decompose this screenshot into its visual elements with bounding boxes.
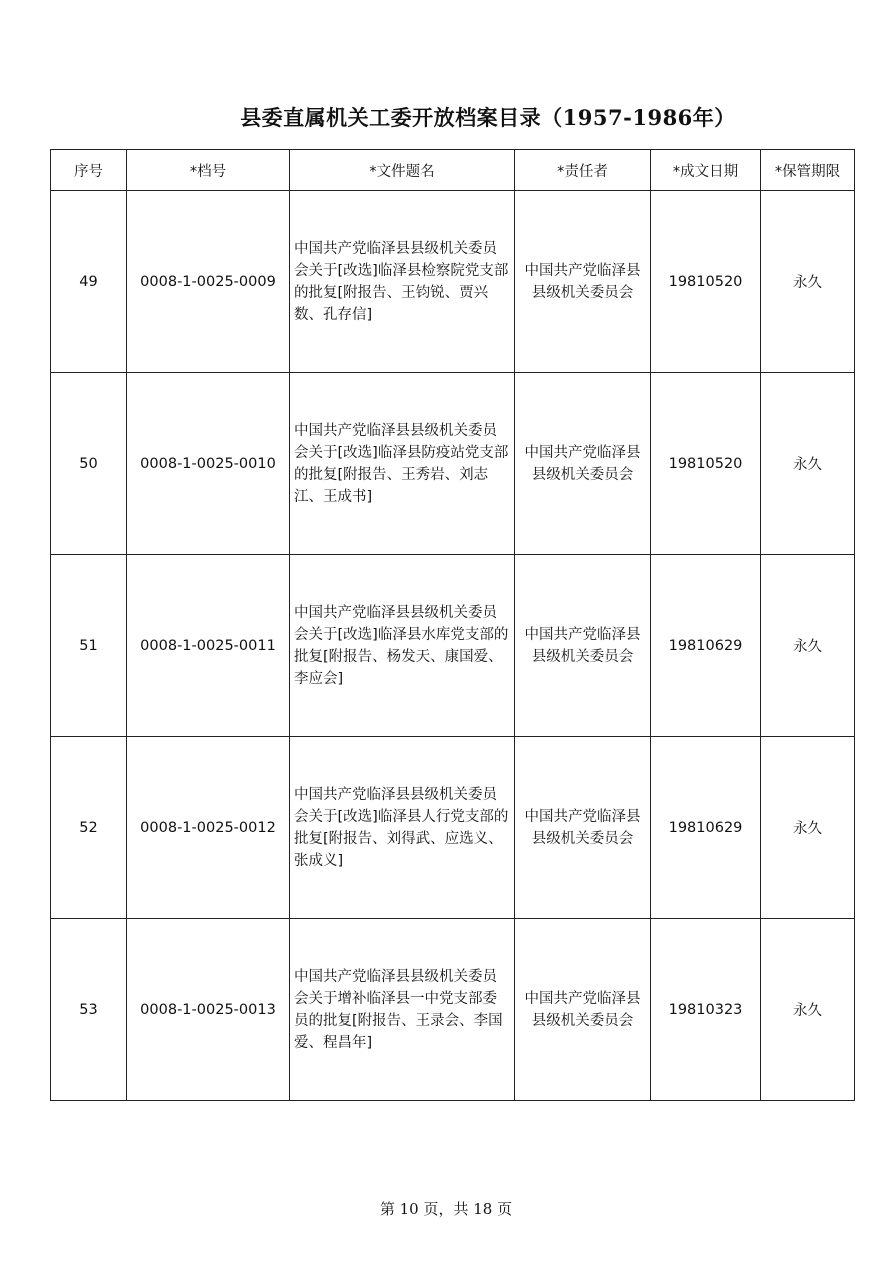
cell-doc-title: 中国共产党临泽县县级机关委员会关于[改选]临泽县水库党支部的批复[附报告、杨发天、康国爱、李应会] [290, 555, 515, 737]
cell-retention: 永久 [761, 919, 855, 1101]
cell-responsible: 中国共产党临泽县县级机关委员会 [515, 737, 651, 919]
cell-retention: 永久 [761, 191, 855, 373]
cell-retention: 永久 [761, 373, 855, 555]
cell-doc-title: 中国共产党临泽县县级机关委员会关于[改选]临泽县防疫站党支部的批复[附报告、王秀岩、刘志江、王成书] [290, 373, 515, 555]
table-row [51, 373, 855, 555]
cell-doc-title: 中国共产党临泽县县级机关委员会关于[改选]临泽县人行党支部的批复[附报告、刘得武、应选义、张成义] [290, 737, 515, 919]
header-seq: 序号 [51, 150, 127, 191]
header-retention: *保管期限 [761, 150, 855, 191]
archive-catalog-table [50, 149, 855, 1101]
cell-seq: 53 [51, 919, 127, 1101]
cell-file-no: 0008-1-0025-0013 [127, 919, 290, 1101]
table-row [51, 919, 855, 1101]
cell-seq: 51 [51, 555, 127, 737]
cell-date: 19810629 [651, 737, 761, 919]
cell-responsible: 中国共产党临泽县县级机关委员会 [515, 555, 651, 737]
table-row [51, 191, 855, 373]
cell-file-no: 0008-1-0025-0011 [127, 555, 290, 737]
header-date: *成文日期 [651, 150, 761, 191]
header-file-no: *档号 [127, 150, 290, 191]
cell-responsible: 中国共产党临泽县县级机关委员会 [515, 191, 651, 373]
cell-seq: 49 [51, 191, 127, 373]
cell-doc-title: 中国共产党临泽县县级机关委员会关于增补临泽县一中党支部委员的批复[附报告、王录会、李国爱、程昌年] [290, 919, 515, 1101]
cell-file-no: 0008-1-0025-0010 [127, 373, 290, 555]
cell-file-no: 0008-1-0025-0012 [127, 737, 290, 919]
cell-doc-title: 中国共产党临泽县县级机关委员会关于[改选]临泽县检察院党支部的批复[附报告、王钧锐、贾兴数、孔存信] [290, 191, 515, 373]
cell-retention: 永久 [761, 737, 855, 919]
cell-file-no: 0008-1-0025-0009 [127, 191, 290, 373]
cell-retention: 永久 [761, 555, 855, 737]
cell-responsible: 中国共产党临泽县县级机关委员会 [515, 919, 651, 1101]
page-footer: 第 10 页，共 18 页 [379, 1200, 513, 1218]
table-row [51, 737, 855, 919]
table-header-row [51, 150, 855, 191]
cell-seq: 50 [51, 373, 127, 555]
page-title: 县委直属机关工委开放档案目录（1957-1986年） [240, 105, 736, 130]
cell-responsible: 中国共产党临泽县县级机关委员会 [515, 373, 651, 555]
cell-seq: 52 [51, 737, 127, 919]
cell-date: 19810520 [651, 191, 761, 373]
header-responsible: *责任者 [515, 150, 651, 191]
cell-date: 19810323 [651, 919, 761, 1101]
table-row [51, 555, 855, 737]
cell-date: 19810520 [651, 373, 761, 555]
header-doc-title: *文件题名 [290, 150, 515, 191]
cell-date: 19810629 [651, 555, 761, 737]
